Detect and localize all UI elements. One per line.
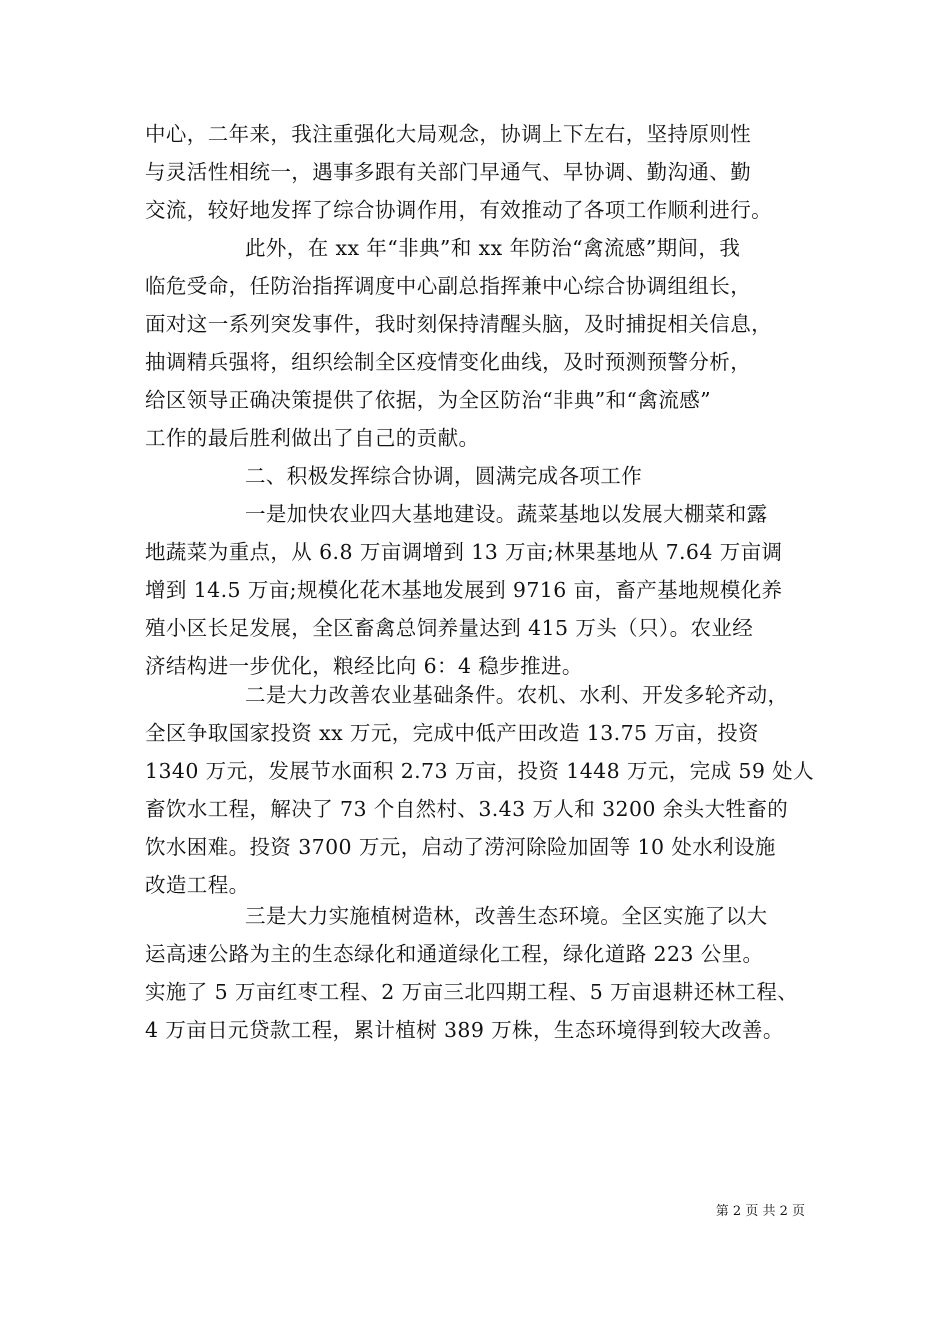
body-text-line: 地蔬菜为重点，从 6.8 万亩调增到 13 万亩;林果基地从 7.64 万亩调 bbox=[145, 540, 783, 564]
body-text-line: 交流，较好地发挥了综合协调作用，有效推动了各项工作顺利进行。 bbox=[145, 198, 772, 222]
body-text-line: 全区争取国家投资 xx 万元，完成中低产田改造 13.75 万亩，投资 bbox=[145, 721, 759, 745]
paragraph-first-line: 二是大力改善农业基础条件。农机、水利、开发多轮齐动， bbox=[245, 683, 789, 707]
body-text-line: 4 万亩日元贷款工程，累计植树 389 万株，生态环境得到较大改善。 bbox=[145, 1018, 784, 1042]
body-text-line: 1340 万元，发展节水面积 2.73 万亩，投资 1448 万元，完成 59 处人 bbox=[145, 759, 814, 783]
body-text-line: 抽调精兵强将，组织绘制全区疫情变化曲线，及时预测预警分析， bbox=[145, 350, 752, 374]
body-text-line: 畜饮水工程，解决了 73 个自然村、3.43 万人和 3200 余头大牲畜的 bbox=[145, 797, 789, 821]
body-text-line: 增到 14.5 万亩;规模化花木基地发展到 9716 亩，畜产基地规模化养 bbox=[145, 578, 783, 602]
body-text-line: 改造工程。 bbox=[145, 873, 250, 897]
body-text-line: 给区领导正确决策提供了依据，为全区防治“非典”和“禽流感” bbox=[145, 388, 712, 412]
section-heading: 二、积极发挥综合协调，圆满完成各项工作 bbox=[245, 464, 643, 488]
paragraph-first-line: 三是大力实施植树造林，改善生态环境。全区实施了以大 bbox=[245, 904, 768, 928]
body-text-line: 殖小区长足发展，全区畜禽总饲养量达到 415 万头（只）。农业经 bbox=[145, 616, 754, 640]
body-text-line: 临危受命，任防治指挥调度中心副总指挥兼中心综合协调组组长， bbox=[145, 274, 752, 298]
body-text-line: 济结构进一步优化，粮经比向 6：4 稳步推进。 bbox=[145, 654, 583, 678]
page-number: 第 2 页 共 2 页 bbox=[715, 1204, 805, 1219]
body-text-line: 中心，二年来，我注重强化大局观念，协调上下左右，坚持原则性 bbox=[145, 122, 752, 146]
body-text-line: 面对这一系列突发事件，我时刻保持清醒头脑，及时捕捉相关信息， bbox=[145, 312, 772, 336]
body-text-line: 与灵活性相统一，遇事多跟有关部门早通气、早协调、勤沟通、勤 bbox=[145, 160, 752, 184]
body-text-line: 工作的最后胜利做出了自己的贡献。 bbox=[145, 426, 480, 450]
paragraph-first-line: 此外，在 xx 年“非典”和 xx 年防治“禽流感”期间，我 bbox=[245, 236, 741, 260]
paragraph-first-line: 一是加快农业四大基地建设。蔬菜基地以发展大棚菜和露 bbox=[245, 502, 768, 526]
body-text-line: 实施了 5 万亩红枣工程、2 万亩三北四期工程、5 万亩退耕还林工程、 bbox=[145, 980, 799, 1004]
body-text-line: 饮水困难。投资 3700 万元，启动了涝河除险加固等 10 处水利设施 bbox=[145, 835, 776, 859]
body-text-line: 运高速公路为主的生态绿化和通道绿化工程，绿化道路 223 公里。 bbox=[145, 942, 764, 966]
